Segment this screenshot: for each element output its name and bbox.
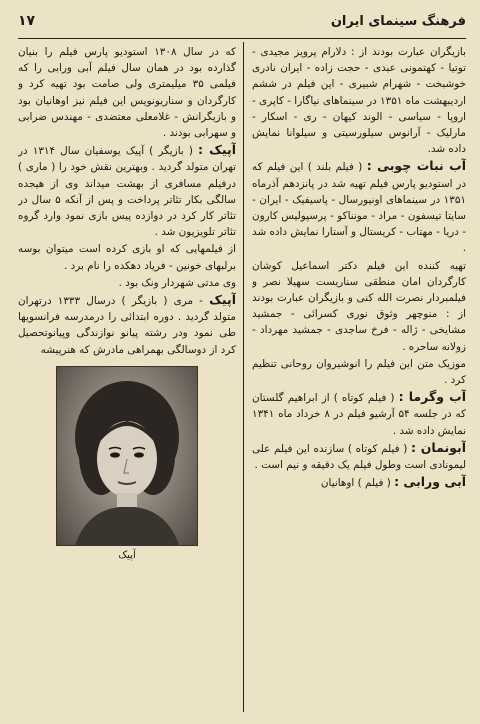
paragraph-text: تهیه کننده این فیلم دکتر اسماعیل کوشان کارگردان امان منطقی سناریست سهیلا نصر و فیلمبردار نصرت الله کنی و بازیگران عبارت بودند از : منوچهر وثوق نوری کسرائی - جمشید مشایخی - ژاله - فرخ ساجدی - جمشید مهرداد - زولانه ساحره . (252, 259, 466, 353)
paragraph-text: از فیلمهایی که او بازی کرده است میتوان بوسه برلبهای خونین - فریاد دهکده را نام برد . (18, 243, 236, 272)
book-title: فرهنگ سینمای ایران (330, 13, 466, 29)
paragraph-text: بازیگران عبارت بودند از : دلارام پرویز مجیدی - توتیا - کهتمونی عبدی - حجت زاده - ایران نادری خوشبخت - شهرام شبیری - این فیلم در ششم اردیبهشت ماه ۱۳۵۱ در سینماهای نیاگارا - کاپری - اروپا - سیاسی - الوند کیهان - ری - اسکار - مارلیک - آرانوس سیلورسیتی و سیلوانا نمایش داده شد. (252, 46, 466, 156)
paragraph-text: موزیک متن این فیلم را انوشیروان روحانی تنظیم کرد . (252, 357, 466, 387)
paragraph-text: ( فیلم ) اوهانیان (320, 477, 395, 490)
entry-heading: آب نبات چوبی : (366, 158, 466, 174)
entry-heading: آب وگرما : (398, 389, 466, 405)
paragraph-text: وی مدتی شهردار ونک بود . (118, 276, 236, 289)
paragraph-text: ( فیلم بلند ) این فیلم که در استودیو پارس فیلم تهیه شد در پانزدهم آذرماه ۱۳۵۱ در سینماهای اونیورسال - پاسیفیک - ایران - سایتا تیسفون - مراد - مونناکو - پرسپولیس کارون - دریا - مهتاب - کریستال و آستارا نمایش داده شد . (252, 161, 466, 255)
entry-paragraph (252, 158, 466, 256)
paragraph (18, 44, 236, 141)
entry-heading: آبی ورابی : (394, 474, 466, 490)
entry-heading: آپیک : (197, 142, 236, 158)
entry-heading: آبونمان : (411, 439, 466, 455)
paragraph-text: که در سال ۱۳۰۸ استودیو پارس فیلم را بنیان گذارده بود در همان سال فیلم آبی ورابی را که فیلمی ۳۵ میلیمتری ولی صامت بود تهیه کرد و کارگردان و سناریونویس این فیلم نیز اوهانیان بود و بازیگرانش - غلامعلی معتضدی - مهندس ضرابی و سهرابی بودند . (18, 46, 236, 140)
paragraph (18, 275, 236, 291)
portrait-photo (56, 366, 198, 546)
portrait-illustration (57, 367, 197, 545)
paragraph-text: - مری ( بازیگر ) درسال ۱۳۳۳ درتهران متولد گردید . دوره ابتدائی را درمدرسه فرانسویها طی نمود ودر رشته پیانو نوازندگی وپیانوتحصیل کرد از دوسالگی بهمراهی مادرش که هنرپیشه (18, 295, 236, 356)
entry-heading: آپیک (209, 292, 236, 308)
entry-paragraph (18, 292, 236, 358)
column-divider (243, 42, 244, 712)
photo-caption: آپیک (118, 549, 136, 561)
paragraph (252, 258, 466, 355)
entry-paragraph (252, 474, 466, 491)
left-column (18, 44, 236, 714)
entry-paragraph (252, 440, 466, 473)
page-number: ۱۷ (18, 13, 36, 29)
paragraph (252, 356, 466, 388)
entry-paragraph (252, 389, 466, 439)
paragraph (18, 241, 236, 273)
header-rule (18, 38, 466, 39)
running-header (18, 6, 466, 36)
paragraph-text: ( فیلم کوتاه ) از ابراهیم گلستان که در جلسه ۵۴ آرشیو فیلم در ۸ خرداد ماه ۱۳۴۱ نمایش داده شد . (252, 392, 466, 437)
paragraph (252, 44, 466, 157)
paragraph-text: ( بازیگر ) آپیک یوسفیان سال ۱۳۱۴ در تهران متولد گردید . وبهترین نقش خود را ( ماری ) درفیلم مسافری از بهشت میداند وی از هیجده سالگی بکار تئاتر پرداخت و پس از آنکه ۵ سال در تئاتر کار کرد در دوازده پیس بازی نمود وارد گروه تئاتر تلویزیون شد . (18, 145, 236, 239)
entry-paragraph (18, 142, 236, 240)
right-column (252, 44, 466, 714)
paragraph-text: ( فیلم کوتاه ) سازنده این فیلم علی لیمونادی است وطول فیلم یک دقیقه و نیم است . (252, 442, 466, 472)
